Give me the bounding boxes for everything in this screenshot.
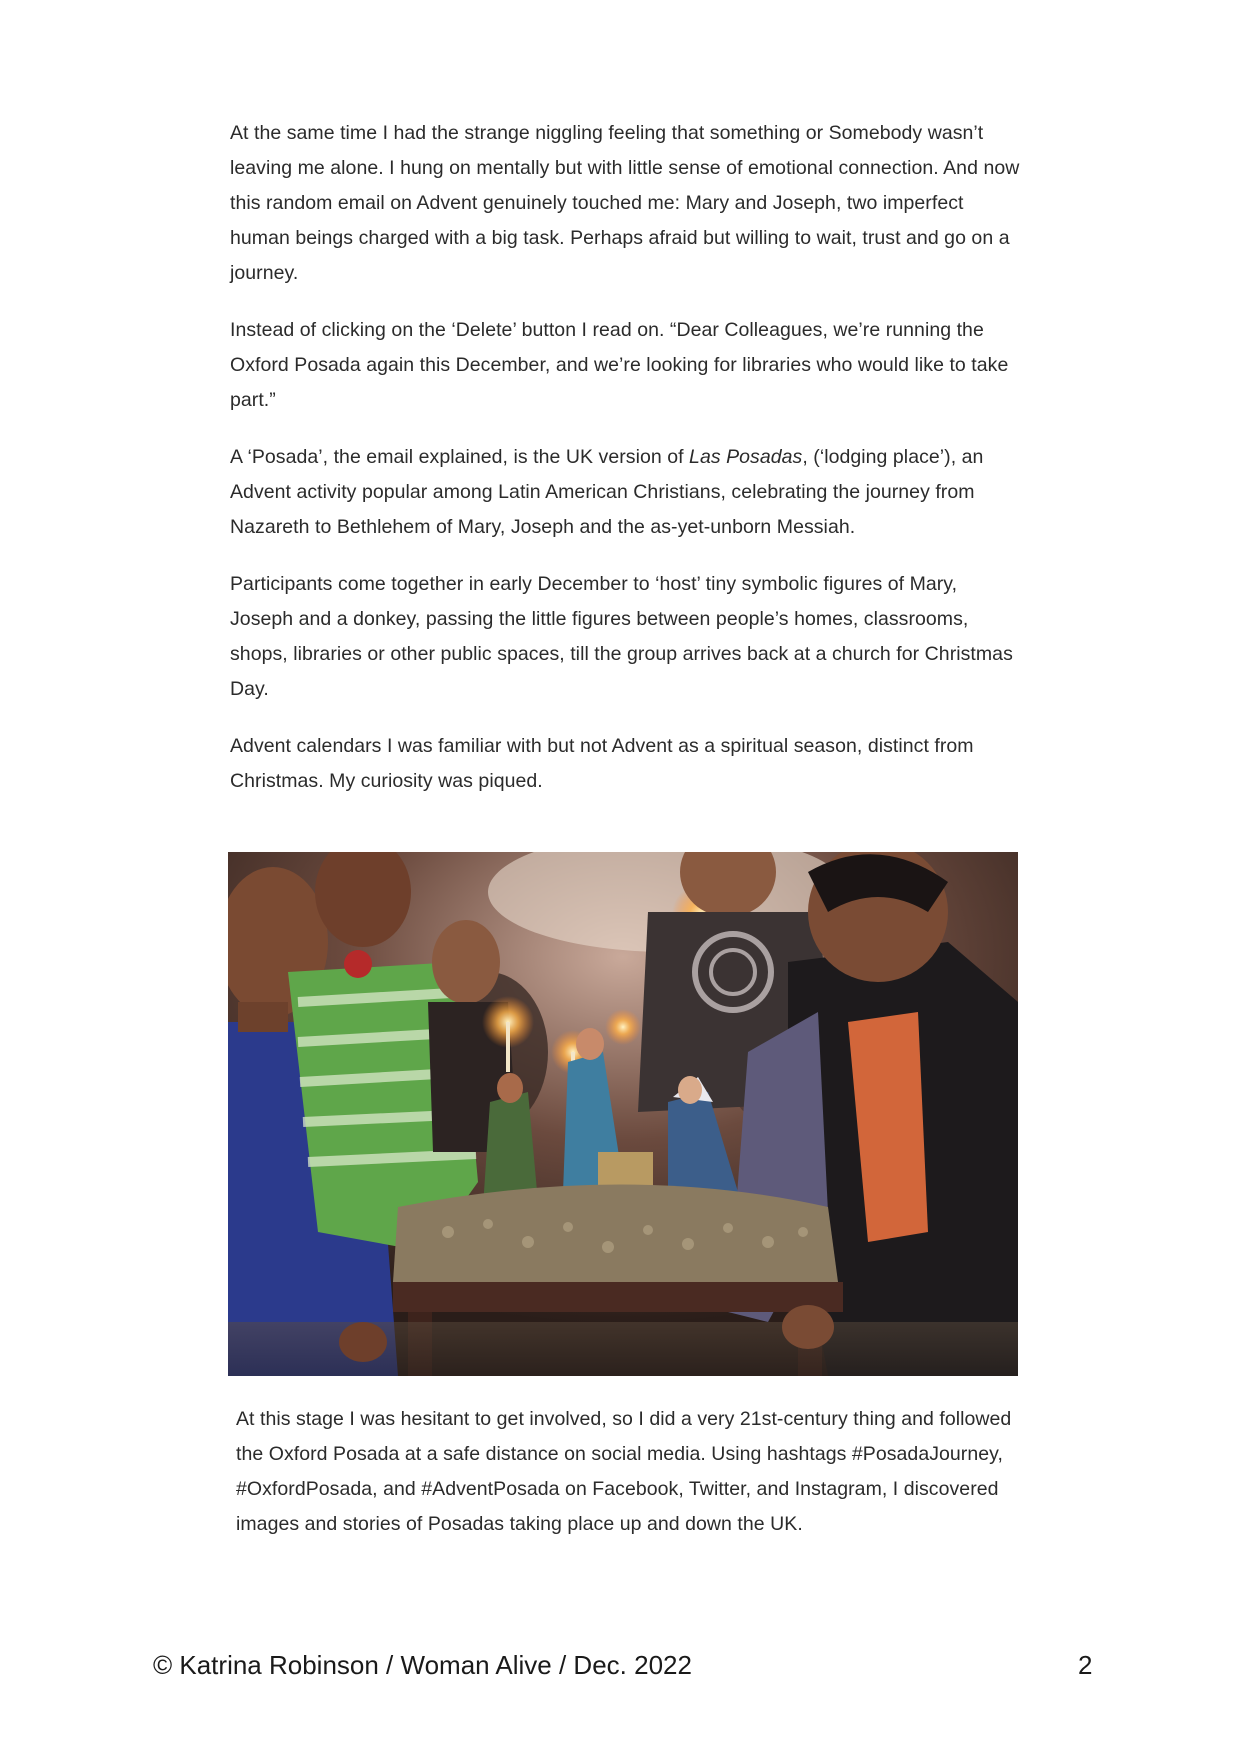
paragraph-posada-definition <box>230 440 1020 545</box>
photo-illustration <box>228 852 1018 1376</box>
posada-photo <box>228 852 1018 1376</box>
posada-text-after: , (‘lodging place’), an Advent activity popular among Latin American Christians, celebrating the journey from Nazareth to Bethlehem of Mary, Joseph and the as-yet-unborn Messiah. <box>230 446 984 538</box>
posada-italic-term: Las Posadas <box>689 446 803 468</box>
paragraph-advent-calendars: Advent calendars I was familiar with but not Advent as a spiritual season, distinct from Christmas. My curiosity was piqued. <box>230 735 974 792</box>
article-body-continued <box>236 1402 1026 1564</box>
posada-text-before: A ‘Posada’, the email explained, is the UK version of <box>230 446 690 468</box>
page-number: 2 <box>1078 1650 1093 1680</box>
paragraph-participants: Participants come together in early December to ‘host’ tiny symbolic figures of Mary, Joseph and a donkey, passing the little figures between people’s homes, classrooms, shops, libraries or other public spaces, till the group arrives back at a church for Christmas Day. <box>230 573 1013 700</box>
paragraph-somebody: At the same time I had the strange niggling feeling that something or Somebody wasn’t leaving me alone. I hung on mentally but with little sense of emotional connection. And now this random email on Advent genuinely touched me: Mary and Joseph, two imperfect human beings charged with a big task. Perhaps afraid but willing to wait, trust and go on a journey. <box>230 122 1020 284</box>
footer-credit: © Katrina Robinson / Woman Alive / Dec. 2022 <box>153 1650 692 1680</box>
paragraph-delete-button: Instead of clicking on the ‘Delete’ button I read on. “Dear Colleagues, we’re running the Oxford Posada again this December, and we’re looking for libraries who would like to take part.” <box>230 319 1009 411</box>
article-body <box>230 116 1020 821</box>
paragraph-social-media: At this stage I was hesitant to get involved, so I did a very 21st-century thing and followed the Oxford Posada at a safe distance on social media. Using hashtags #PosadaJourney, #OxfordPosada, and #AdventPosada on Facebook, Twitter, and Instagram, I discovered images and stories of Posadas taking place up and down the UK. <box>236 1408 1012 1535</box>
